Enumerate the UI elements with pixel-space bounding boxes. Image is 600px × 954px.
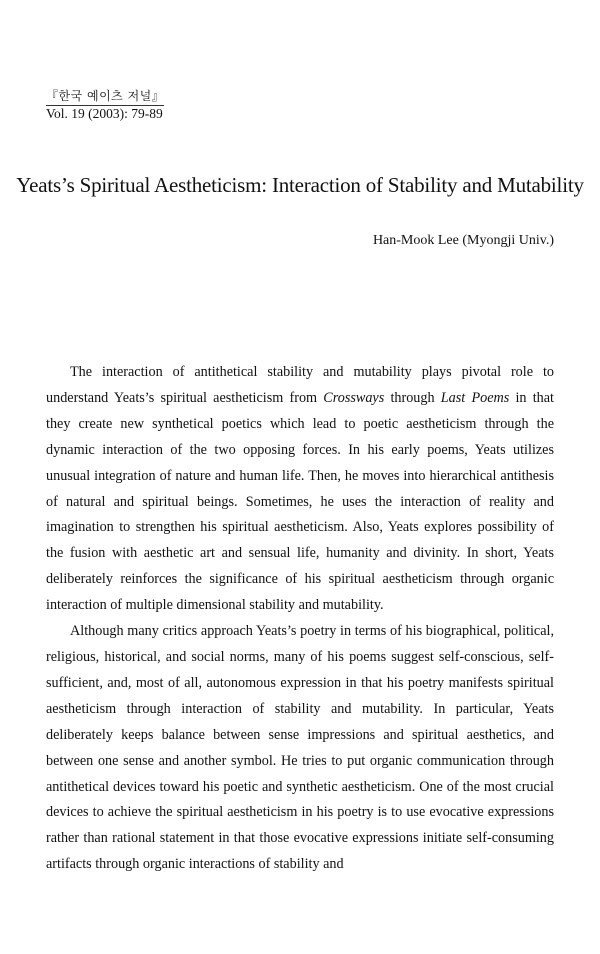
paragraph-1-part-c: in that they create new synthetical poetics which lead to poetic aestheticism through the dynamic interaction of the two opposing forces. In his early poems, Yeats utilizes unusual integration of nature and human life. Then, he moves into hierarchical antithesis of natural and spiritual beings. Sometimes, he uses the interaction of reality and imagination to strengthen his spiritual aestheticism. Also, Yeats explores possibility of the fusion with aesthetic art and sensual life, humanity and divinity. In short, Yeats deliberately reinforces the significance of his spiritual aestheticism through organic interaction of multiple dimensional stability and mutability.	[46, 389, 554, 614]
paragraph-1-part-b: through	[384, 389, 441, 406]
paragraph-1	[46, 360, 554, 619]
italic-title-last-poems: Last Poems	[440, 389, 510, 406]
paragraph-2: Although many critics approach Yeats’s poetry in terms of his biographical, political, religious, historical, and social norms, many of his poems suggest self-conscious, self-sufficient, and, most of all, autonomous expression in that his poetry manifests spiritual aestheticism through interaction of stability and mutability. In particular, Yeats deliberately keeps balance between sense impressions and spiritual aesthetics, and between one sense and another symbol. He tries to put organic communication through antithetical devices toward his poetic and synthetic aestheticism. One of the most crucial devices to achieve the spiritual aestheticism in his poetry is to use evocative expressions rather than rational statement in that those evocative expressions initiate self-consuming artifacts through organic interactions of stability and	[46, 623, 554, 873]
italic-title-crossways: Crossways	[323, 389, 385, 406]
abstract-body	[46, 360, 554, 878]
journal-header	[46, 88, 164, 122]
paragraph-1-part-a: The interaction of antithetical stability and mutability plays pivotal role to understand Yeats’s spiritual aestheticism from	[46, 364, 554, 406]
journal-name: 『한국 예이츠 저널』	[46, 88, 164, 106]
journal-volume: Vol. 19 (2003): 79-89	[46, 106, 163, 121]
paper-title: Yeats’s Spiritual Aestheticism: Interaction of Stability and Mutability	[16, 173, 584, 197]
author-line: Han-Mook Lee (Myongji Univ.)	[372, 233, 554, 248]
